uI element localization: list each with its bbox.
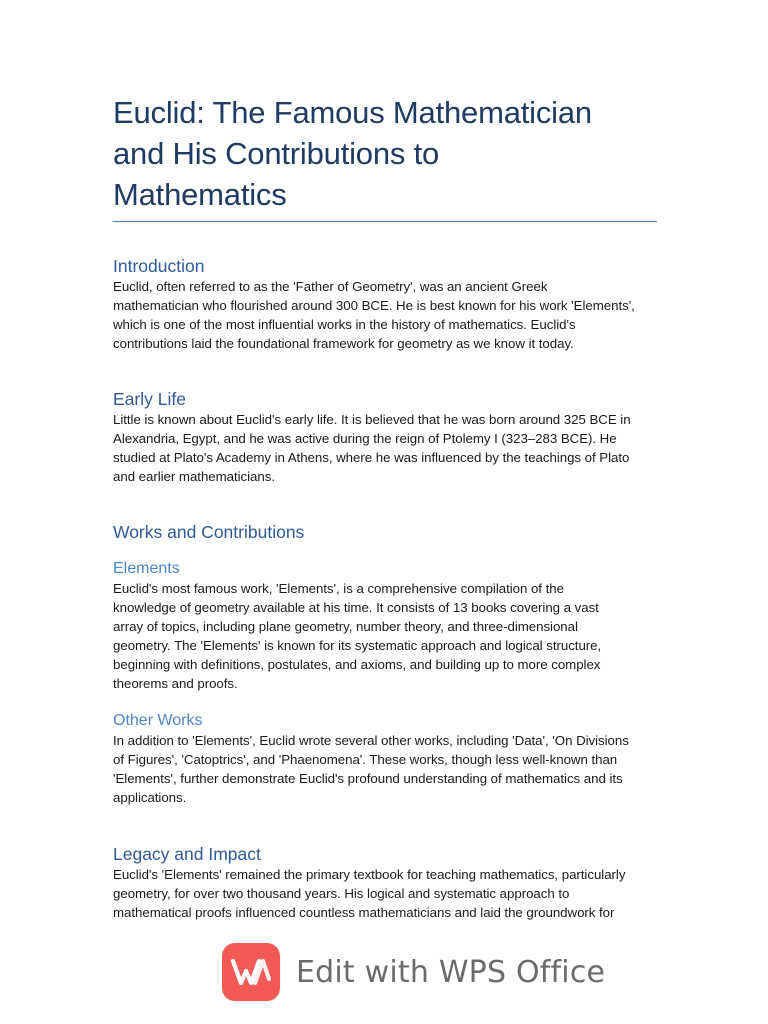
edit-with-wps-banner[interactable] [222,942,605,1002]
paragraph-line: Euclid's 'Elements' remained the primary textbook for teaching mathematics, particularly [113,867,626,882]
section-paragraph [113,579,659,694]
section-introduction [113,255,659,353]
paragraph-line: 'Elements', further demonstrate Euclid's profound understanding of mathematics and its [113,771,623,787]
section-heading: Early Life [113,389,186,409]
wps-banner-label[interactable]: Edit with WPS Office [296,954,606,990]
paragraph-line: Euclid's most famous work, 'Elements', is a comprehensive compilation of the [113,581,564,596]
paragraph-line: knowledge of geometry available at his time. It consists of 13 books covering a vast [113,600,599,616]
paragraph-line: of Figures', 'Catoptrics', and 'Phaenomena'. These works, though less well-known than [113,752,618,768]
subsection-other-works [113,711,659,807]
section-paragraph [113,277,659,353]
section-legacy [113,843,659,922]
subsection-elements [113,559,659,694]
section-paragraph [113,410,659,486]
title-line: Mathematics [113,177,287,212]
paragraph-line: mathematical proofs influenced countless mathematicians and laid the groundwork for [113,905,615,921]
section-works [113,521,659,543]
section-paragraph [113,865,659,922]
paragraph-line: studied at Plato's Academy in Athens, where he was influenced by the teachings of Plato [113,450,630,466]
section-paragraph [113,731,659,807]
paragraph-line: and earlier mathematicians. [113,469,275,485]
section-heading: Legacy and Impact [113,844,261,864]
title-divider [113,221,657,222]
title-line: Euclid: The Famous Mathematician [113,95,592,130]
paragraph-line: geometry. The 'Elements' is known for its systematic approach and logical structure, [113,638,602,654]
paragraph-line: theorems and proofs. [113,676,238,692]
subsection-heading: Other Works [113,712,203,729]
paragraph-line: Euclid, often referred to as the 'Father of Geometry', was an ancient Greek [113,279,548,294]
paragraph-line: which is one of the most influential works in the history of mathematics. Euclid's [113,317,576,333]
paragraph-line: In addition to 'Elements', Euclid wrote several other works, including 'Data', 'On Divisions [113,733,629,748]
paragraph-line: array of topics, including plane geometry, number theory, and three-dimensional [113,619,578,635]
paragraph-line: Alexandria, Egypt, and he was active during the reign of Ptolemy I (323–283 BCE). He [113,431,617,447]
paragraph-line: geometry, for over two thousand years. His logical and systematic approach to [113,886,570,902]
wps-logo-icon [222,943,280,1001]
paragraph-line: applications. [113,790,187,806]
subsection-heading: Elements [113,560,180,577]
paragraph-line: mathematician who flourished around 300 BCE. He is best known for his work 'Elements', [113,298,635,314]
section-heading: Works and Contributions [113,522,305,542]
section-heading: Introduction [113,256,205,276]
paragraph-line: contributions laid the foundational framework for geometry as we know it today. [113,336,574,352]
paragraph-line: beginning with definitions, postulates, and axioms, and building up to more complex [113,657,601,673]
document-page [113,92,659,921]
title-line: and His Contributions to [113,136,440,171]
document-title [113,92,659,215]
section-early-life [113,388,659,486]
paragraph-line: Little is known about Euclid's early life. It is believed that he was born around 325 BCE in [113,412,631,427]
